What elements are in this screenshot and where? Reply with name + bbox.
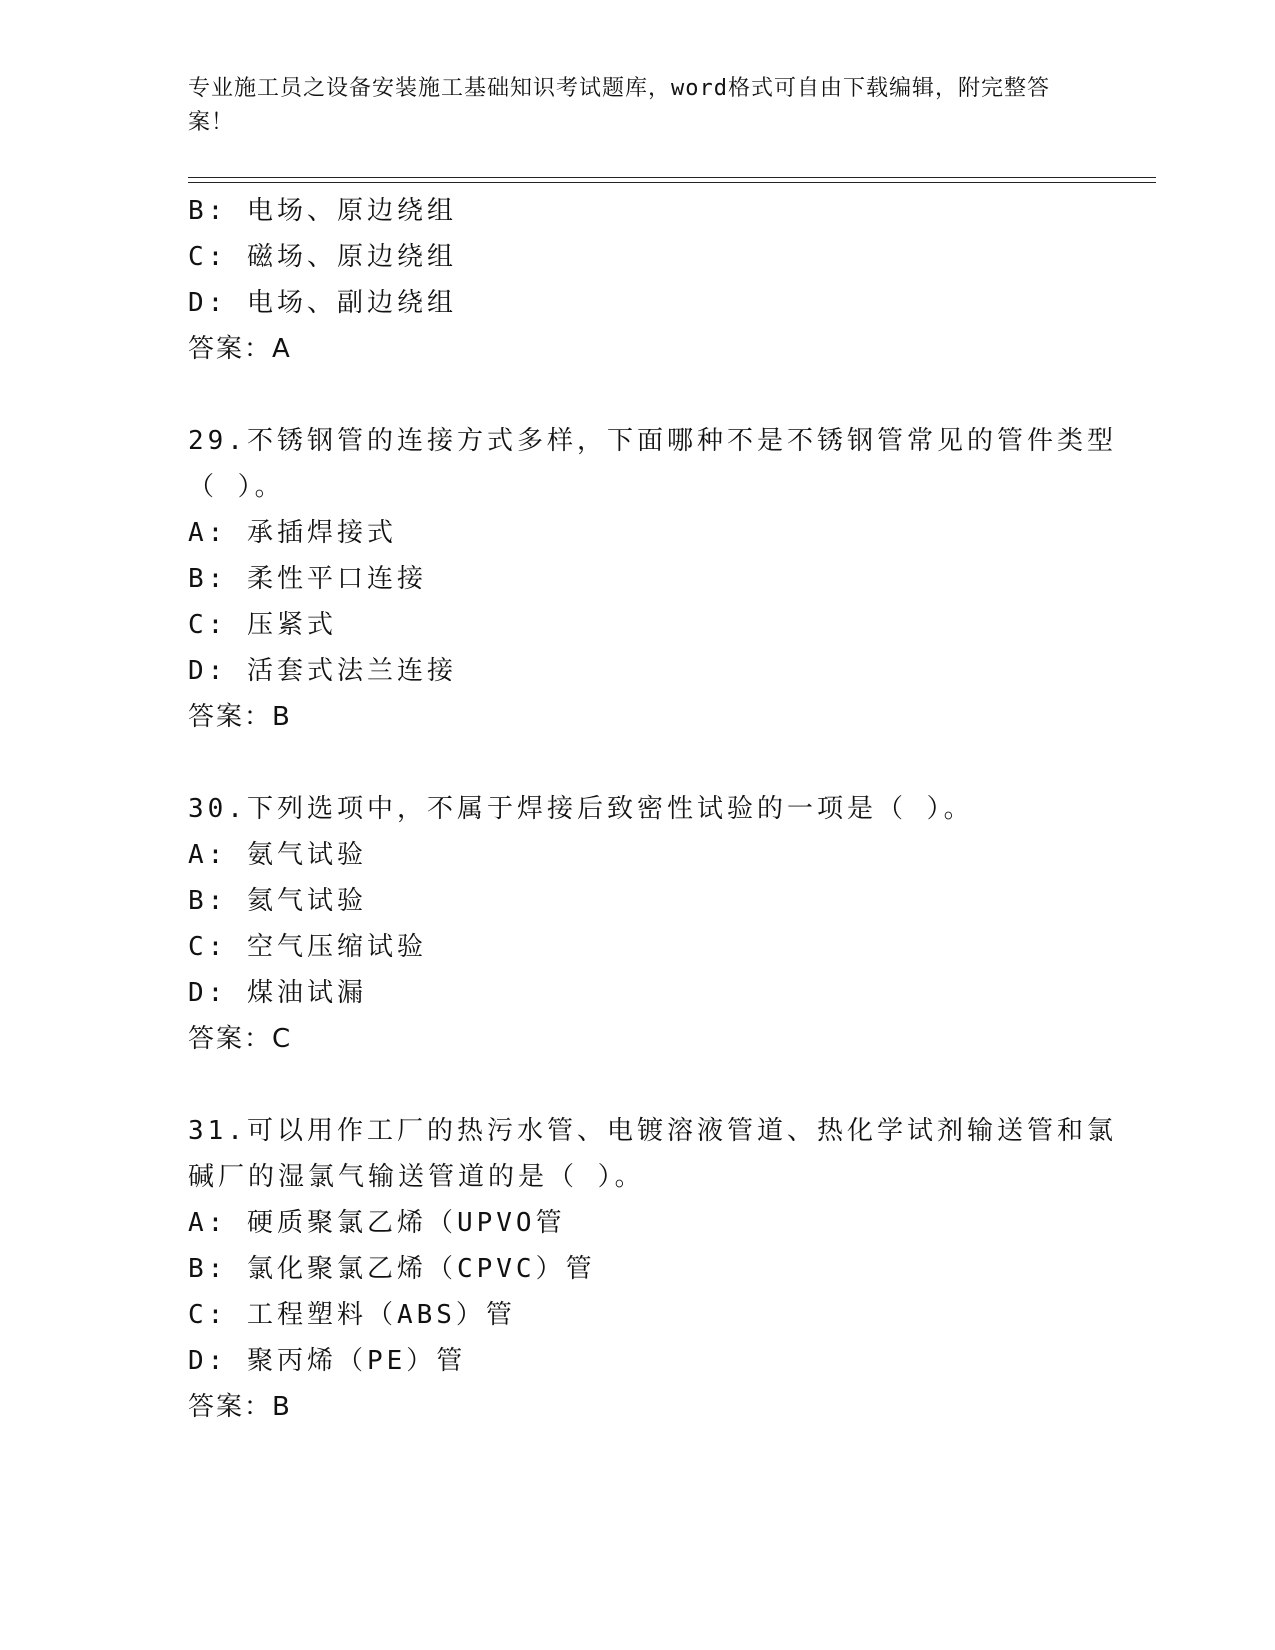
option-b: B: 柔性平口连接 [188, 564, 427, 594]
option-a: A: 氨气试验 [188, 840, 367, 870]
question-stem: 30.下列选项中，不属于焊接后致密性试验的一项是（ ）。 [188, 794, 974, 824]
answer-label: 答案：B [188, 702, 292, 732]
option-c: C: 磁场、原边绕组 [188, 242, 457, 272]
option-d: D: 活套式法兰连接 [188, 656, 457, 686]
spacer [188, 372, 1088, 418]
question-stem: 29.不锈钢管的连接方式多样，下面哪种不是不锈钢管常见的管件类型 [188, 426, 1117, 456]
option-b: B: 氯化聚氯乙烯（CPVC）管 [188, 1254, 596, 1284]
option-d: D: 煤油试漏 [188, 978, 367, 1008]
option-b: B: 电场、原边绕组 [188, 196, 457, 226]
option-d: D: 电场、副边绕组 [188, 288, 457, 318]
question-content [188, 188, 1117, 1430]
spacer [188, 1062, 1088, 1108]
answer-label: 答案：C [188, 1024, 293, 1054]
answer-label: 答案：B [188, 1392, 292, 1422]
answer-label: 答案：A [188, 334, 292, 364]
question-stem: 31.可以用作工厂的热污水管、电镀溶液管道、热化学试剂输送管和氯 [188, 1116, 1117, 1146]
header-divider-top [188, 177, 1156, 178]
prev-question-options [188, 188, 1088, 326]
question-29 [188, 418, 1117, 740]
header-divider-bottom [188, 182, 1156, 183]
option-c: C: 工程塑料（ABS）管 [188, 1300, 516, 1330]
page-header: 专业施工员之设备安装施工基础知识考试题库，word格式可自由下载编辑，附完整答案！ [188, 76, 1050, 135]
option-c: C: 压紧式 [188, 610, 337, 640]
option-c: C: 空气压缩试验 [188, 932, 427, 962]
spacer [188, 740, 1088, 786]
question-30 [188, 786, 1088, 1062]
option-b: B: 氦气试验 [188, 886, 367, 916]
option-a: A: 硬质聚氯乙烯（UPVO管 [188, 1208, 566, 1238]
option-d: D: 聚丙烯（PE）管 [188, 1346, 467, 1376]
question-stem-continued: 碱厂的湿氯气输送管道的是（ ）。 [188, 1162, 645, 1192]
question-stem-continued: （ ）。 [188, 472, 285, 502]
option-a: A: 承插焊接式 [188, 518, 397, 548]
question-31 [188, 1108, 1117, 1430]
